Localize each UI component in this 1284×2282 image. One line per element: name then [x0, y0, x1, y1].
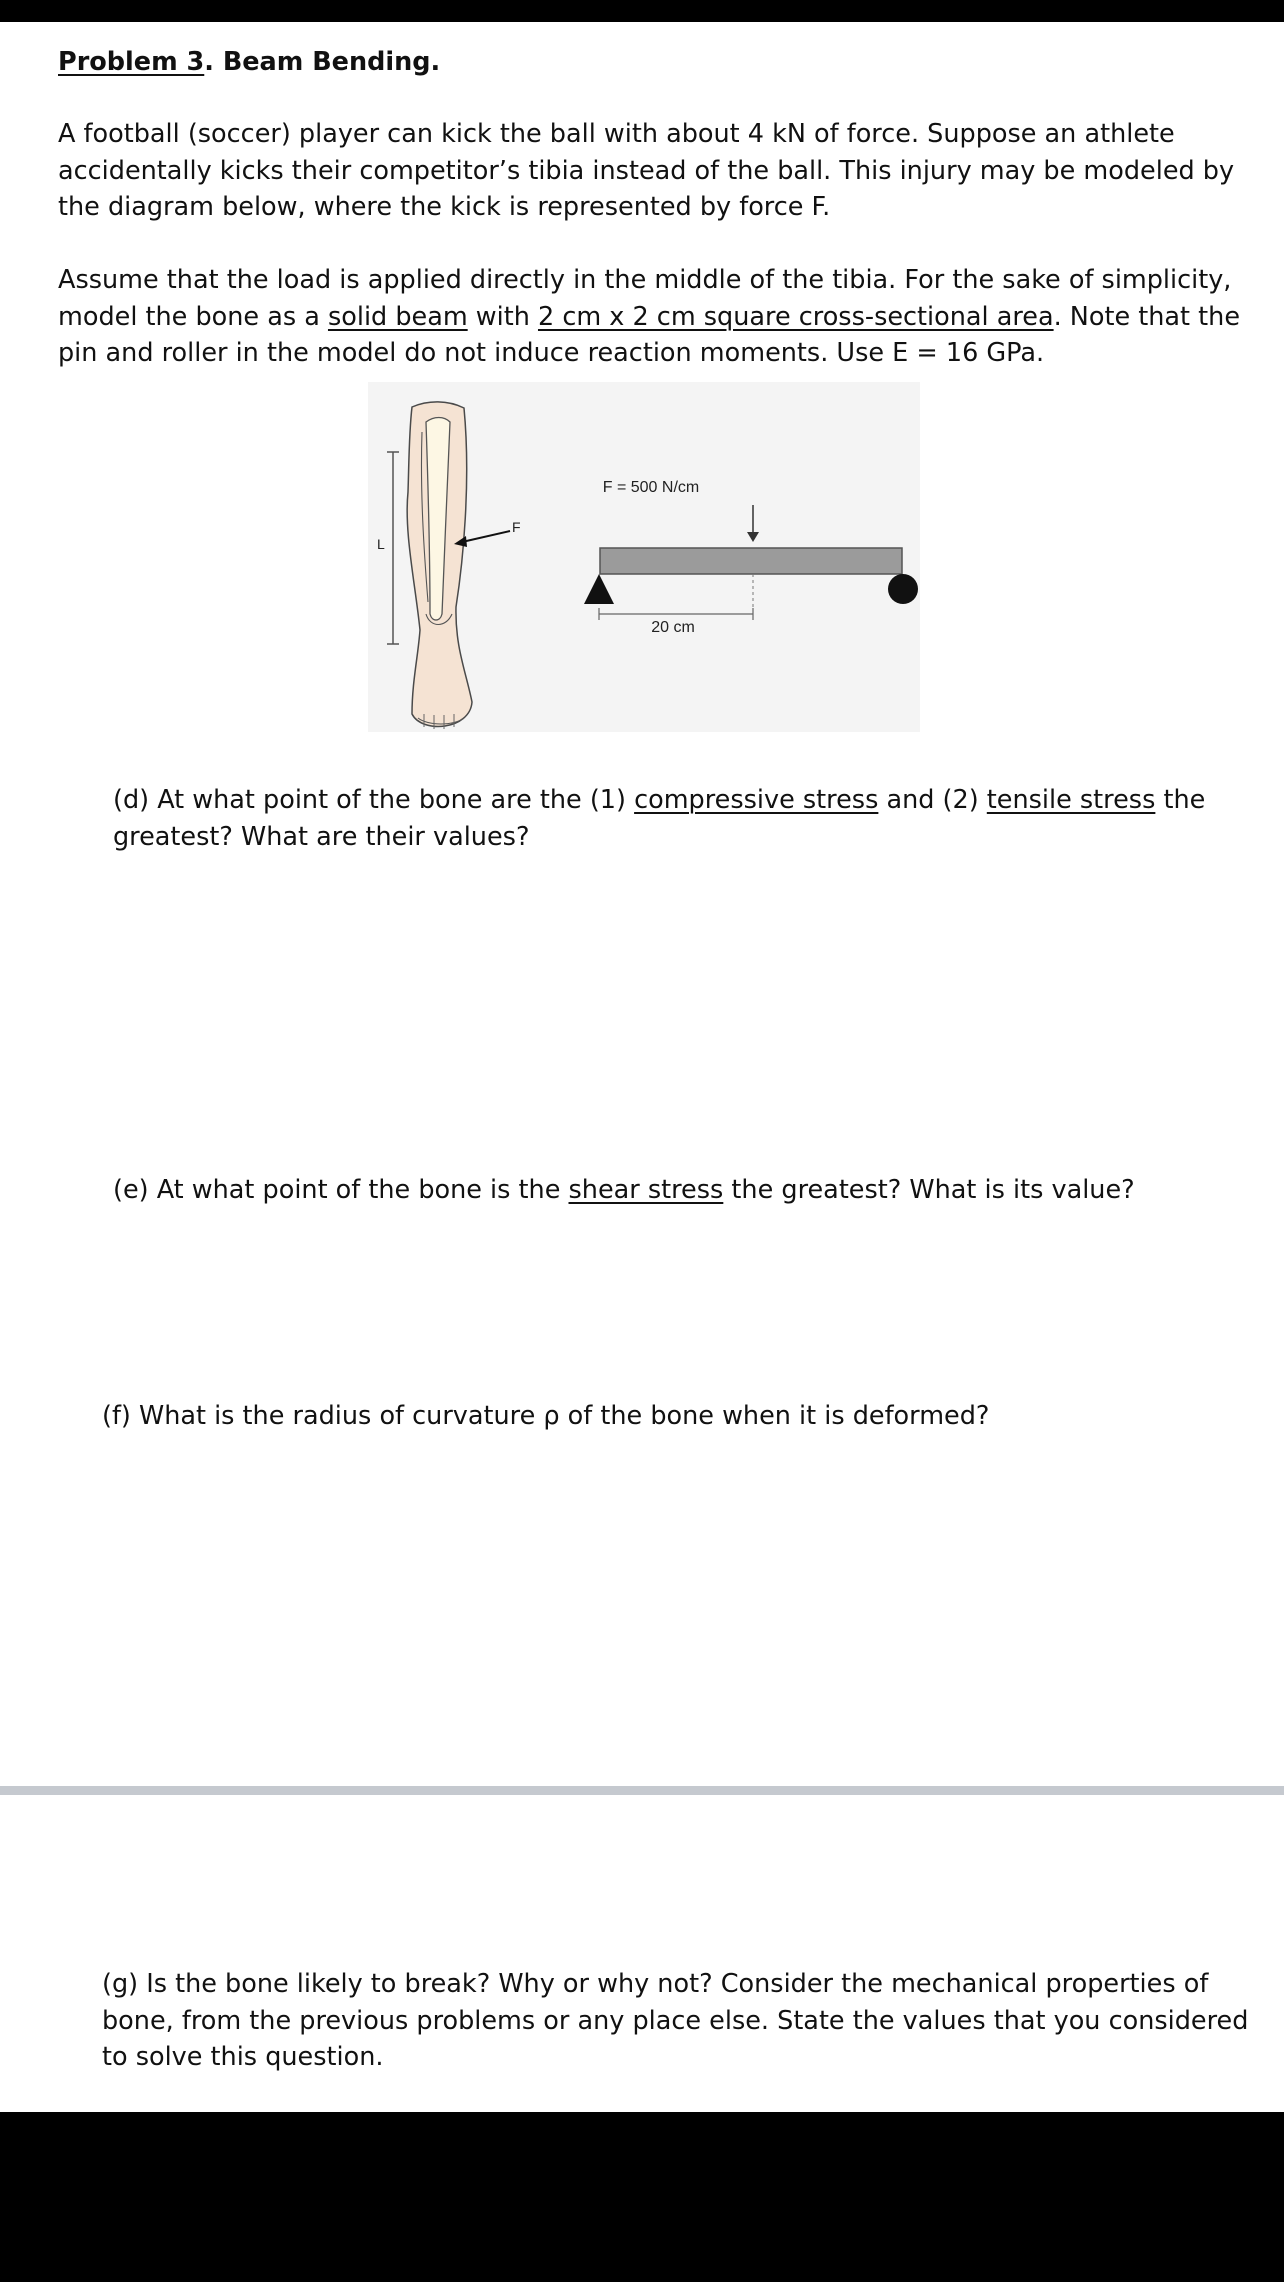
problem-title-rest: . Beam Bending.: [204, 47, 441, 77]
beam: [600, 548, 902, 574]
question-e: [113, 1172, 1263, 1209]
qe-text-2: the greatest? What is its value?: [723, 1175, 1135, 1205]
qd-compressive: compressive stress: [634, 785, 879, 815]
question-d: [113, 782, 1263, 855]
qd-text-1: (d) At what point of the bone are the (1): [113, 785, 635, 815]
qd-text-2: and (2): [878, 785, 987, 815]
assume-text-1: Assume that the load is applied directly in the middle of the tibia. For the sake of simplicity, model the bone as a: [58, 265, 1232, 332]
leg-force-label: F: [512, 519, 521, 535]
assume-text-2: with: [467, 301, 538, 332]
assume-solid-beam: solid beam: [327, 301, 468, 332]
assume-text-3: . Note that the pin and roller in the model do not induce reaction moments. Use E = 16 GPa.: [58, 301, 1241, 368]
qd-tensile: tensile stress: [986, 785, 1156, 815]
assume-cross-section: 2 cm x 2 cm square cross-sectional area: [537, 301, 1054, 332]
question-g: (g) Is the bone likely to break? Why or why not? Consider the mechanical properties of bone, from the previous problems or any place else. State the values that you considered to solve this question.: [102, 1969, 1249, 2072]
qd-text-3: the greatest? What are their values?: [113, 785, 1206, 852]
intro-paragraph: A football (soccer) player can kick the ball with about 4 kN of force. Suppose an athlete accidentally kicks their competitor’s tibia instead of the ball. This injury may be modeled by the diagram below, where the kick is represented by force F.: [58, 119, 1235, 222]
roller-support: [888, 574, 918, 604]
qe-text-1: (e) At what point of the bone is the: [113, 1175, 569, 1205]
qe-shear: shear stress: [568, 1175, 724, 1205]
leg-length-label: L: [377, 536, 385, 552]
problem-title: [58, 44, 440, 81]
problem-label: Problem 3: [58, 47, 205, 77]
question-f: (f) What is the radius of curvature ρ of the bone when it is deformed?: [102, 1401, 990, 1431]
page-divider: [0, 1786, 1284, 1795]
beam-dimension-label: 20 cm: [651, 619, 695, 636]
beam-figure: [368, 382, 920, 732]
assumption-paragraph: [58, 262, 1248, 372]
document-page: [0, 22, 1284, 2112]
beam-load-label: F = 500 N/cm: [602, 479, 700, 496]
